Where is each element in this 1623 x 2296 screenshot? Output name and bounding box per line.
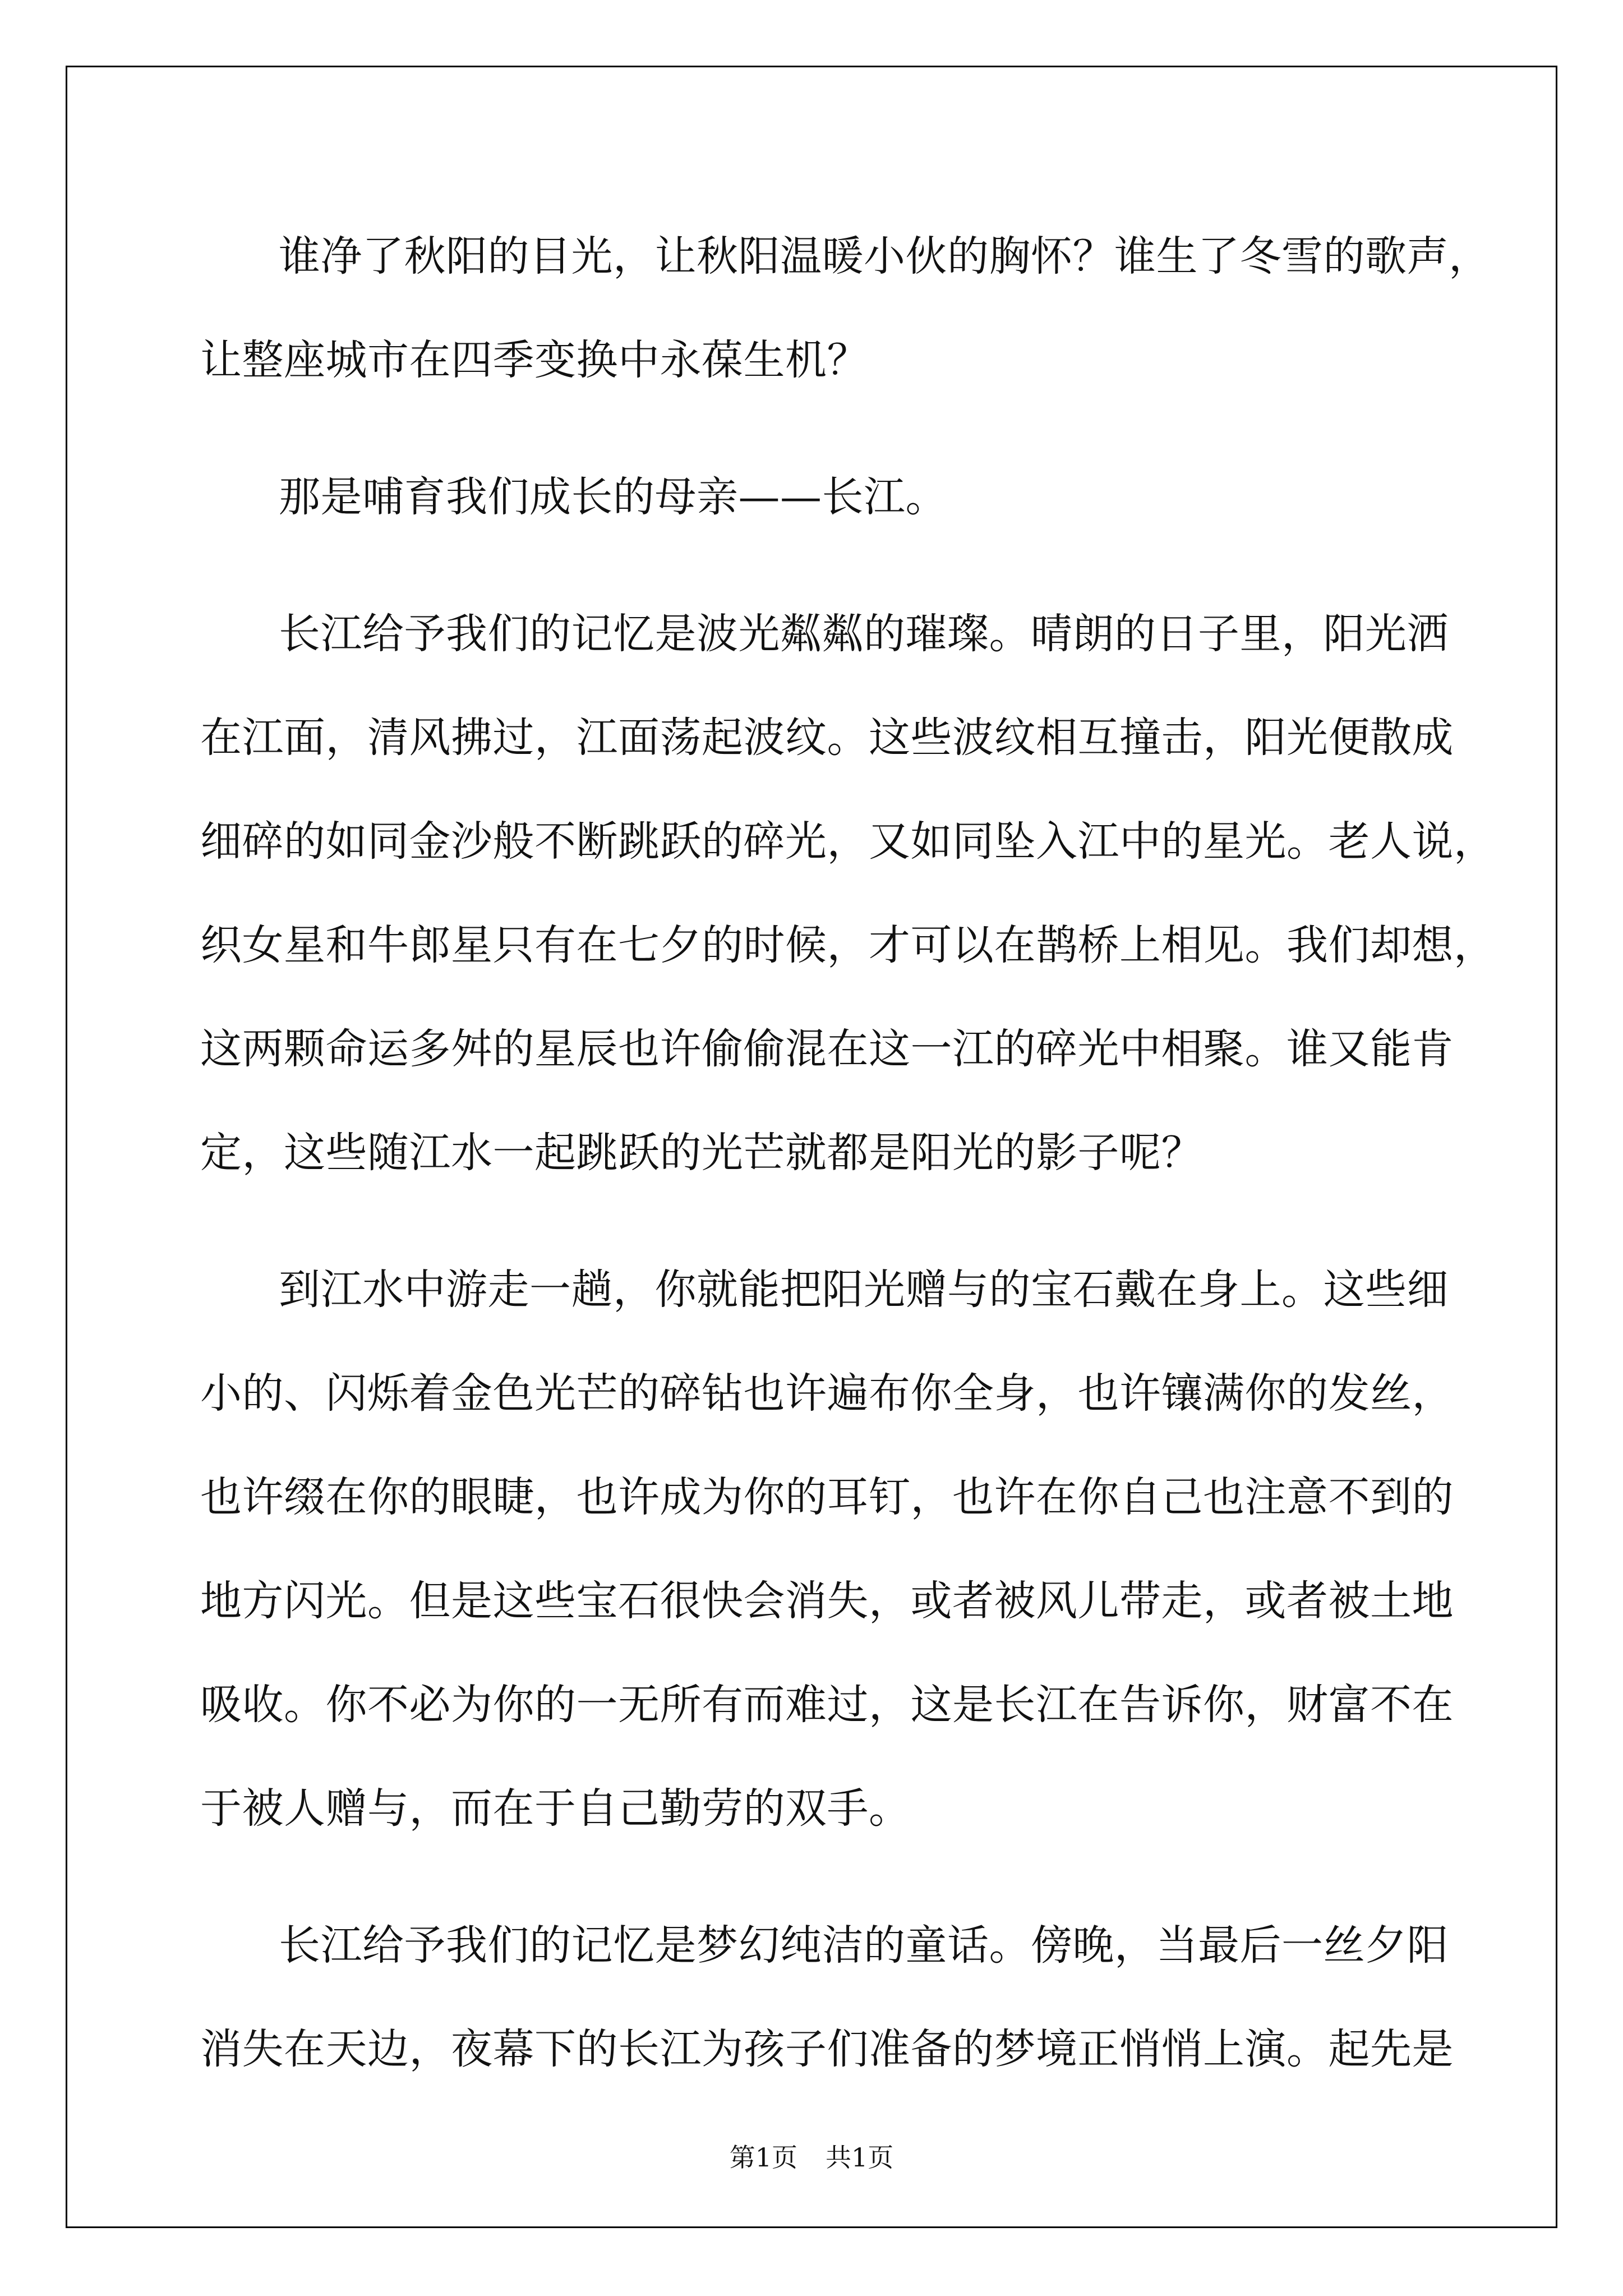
- text-line: 这两颗命运多舛的星辰也许偷偷混在这一江的碎光中相聚。谁又能肯: [200, 1025, 1454, 1073]
- text-line: 织女星和牛郎星只有在七夕的时候，才可以在鹊桥上相见。我们却想，: [200, 921, 1496, 969]
- text-line: 那是哺育我们成长的母亲——长江。: [279, 473, 947, 521]
- text-line: 细碎的如同金沙般不断跳跃的碎光，又如同坠入江中的星光。老人说，: [200, 817, 1496, 866]
- paragraph-4: [200, 1238, 1454, 1861]
- page-number-current: 第1页: [729, 2142, 797, 2173]
- text-line: 谁净了秋阳的目光，让秋阳温暖小伙的胸怀？谁生了冬雪的歌声，: [279, 232, 1491, 280]
- text-line: 长江给予我们的记忆是梦幻纯洁的童话。傍晚，当最后一丝夕阳: [279, 1921, 1449, 1970]
- text-line: 长江给予我们的记忆是波光粼粼的璀璨。晴朗的日子里，阳光洒: [279, 610, 1449, 658]
- text-line: 于被人赠与，而在于自己勤劳的双手。: [200, 1784, 911, 1833]
- text-line: 吸收。你不必为你的一无所有而难过，这是长江在告诉你，财富不在: [200, 1681, 1454, 1729]
- paragraph-1: [200, 205, 1491, 412]
- text-line: 地方闪光。但是这些宝石很快会消失，或者被风儿带走，或者被土地: [200, 1577, 1454, 1625]
- page-number-total: 共1页: [826, 2142, 894, 2173]
- paragraph-5: [200, 1894, 1454, 2101]
- document-body: [200, 205, 1496, 2134]
- page-footer: [0, 2137, 1623, 2174]
- text-line: 定，这些随江水一起跳跃的光芒就都是阳光的影子呢？: [200, 1129, 1203, 1177]
- text-line: 让整座城市在四季变换中永葆生机？: [200, 336, 869, 384]
- text-line: 到江水中游走一趟，你就能把阳光赠与的宝石戴在身上。这些细: [279, 1266, 1449, 1314]
- text-line: 在江面，清风拂过，江面荡起波纹。这些波纹相互撞击，阳光便散成: [200, 714, 1454, 762]
- text-line: 消失在天边，夜幕下的长江为孩子们准备的梦境正悄悄上演。起先是: [200, 2025, 1454, 2073]
- paragraph-3: [200, 582, 1496, 1205]
- text-line: 也许缀在你的眼睫，也许成为你的耳钉，也许在你自己也注意不到的: [200, 1473, 1454, 1521]
- paragraph-2: [200, 445, 1423, 549]
- text-line: 小的、闪烁着金色光芒的碎钻也许遍布你全身，也许镶满你的发丝，: [200, 1369, 1454, 1418]
